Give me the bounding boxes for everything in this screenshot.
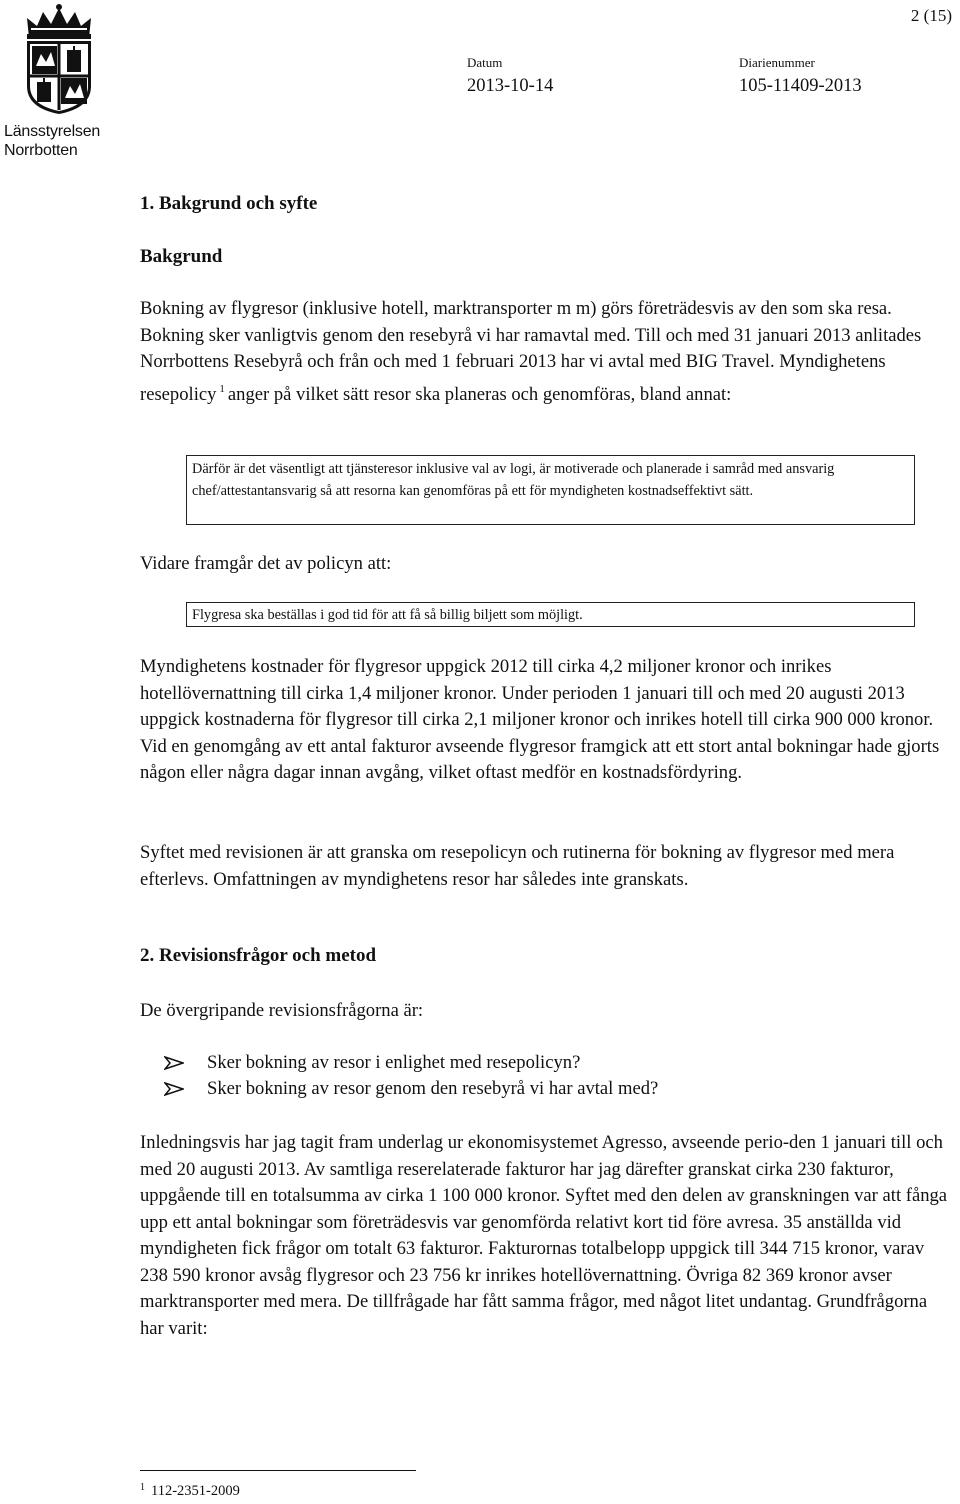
page-number: 2 (15): [910, 6, 952, 25]
policy-quote-box: Därför är det väsentligt att tjänsteresor inklusive val av logi, är motiverade och planerade i samråd med ansvarig chef/attestantansvarig så att resorna kan genomföras på ett för myndigheten kostnadseffektivt sätt.: [186, 455, 915, 525]
audit-questions-intro: [140, 998, 423, 1025]
background-text: Bokning av flygresor (inklusive hotell, marktransporter m m) görs företrädesvis av den som ska resa. Bokning sker vanligtvis genom den resebyrå vi har ramavtal med. Till och med 31 januari 2013 anlitades Norrbottens Resebyrå och från och med 1 februari 2013 har vi avtal med BIG Travel. Myndighetens resepolicy: [140, 298, 922, 405]
date-value: 2013-10-14: [467, 76, 554, 96]
date-label: Datum: [467, 55, 503, 70]
section-1-heading: 1. Bakgrund och syfte: [140, 193, 318, 214]
organization-line-1: Länsstyrelsen: [4, 123, 101, 140]
arrow-bullet-icon: [164, 1056, 184, 1070]
diary-number-label: Diarienummer: [739, 55, 815, 70]
footnote-number: 1: [140, 1482, 145, 1493]
purpose-paragraph: [140, 840, 930, 893]
list-item: [164, 1076, 658, 1102]
purpose-text: Syftet med revisionen är att granska om resepolicyn och rutinerna för bokning av flygresor med mera efterlevs. Omfattningen av myndighetens resor har således inte granskats.: [140, 842, 895, 890]
method-paragraph: [140, 1130, 952, 1342]
footnote-reference: 1: [219, 382, 225, 395]
list-item: [164, 1050, 658, 1076]
diary-number-value: 105-11409-2013: [739, 76, 862, 96]
background-text-continued: anger på vilket sätt resor ska planeras och genomföras, bland annat:: [227, 383, 732, 405]
organization-name: [4, 122, 100, 160]
diary-number-block: [739, 55, 862, 97]
policy-followup-text: Vidare framgår det av policyn att:: [140, 553, 392, 574]
list-item-text: Sker bokning av resor genom den resebyrå vi har avtal med?: [207, 1078, 659, 1099]
coat-of-arms-icon: [21, 4, 97, 116]
costs-paragraph: [140, 654, 952, 787]
arrow-bullet-icon: [164, 1082, 184, 1096]
method-text: Inledningsvis har jag tagit fram underlag ur ekonomisystemet Agresso, avseende perio-den 1 januari till och med 20 augusti 2013. Av samtliga reserelaterade fakturor har jag därefter granskat cirka 230 fakturor, uppgående till en totalsumma av cirka 1 100 000 kronor. Syftet med den delen av granskningen var att fånga upp ett antal bokningar som företrädesvis var genomförda relativt kort tid före avresa. 35 anställda vid myndigheten fick frågor om totalt 63 fakturor. Fakturornas totalbelopp uppgick till 344 715 kronor, varav 238 590 kronor avsåg flygresor och 23 756 kr inrikes hotellövernattning. Övriga 82 369 kronor avser marktransporter med mera. De tillfrågade har fått samma frågor, med något litet undantag. Grundfrågorna har varit:: [140, 1132, 948, 1339]
audit-questions-list: [164, 1050, 658, 1102]
audit-questions-intro-text: De övergripande revisionsfrågorna är:: [140, 1000, 424, 1021]
footnote-text: 112-2351-2009: [151, 1483, 240, 1499]
footnote-separator: [140, 1470, 416, 1471]
section-2-heading: 2. Revisionsfrågor och metod: [140, 945, 377, 966]
lansstyrelsen-logo: [4, 4, 116, 164]
date-block: [467, 55, 553, 97]
costs-text: Myndighetens kostnader för flygresor uppgick 2012 till cirka 4,2 miljoner kronor och inrikes hotellövernattning till cirka 1,4 miljoner kronor. Under perioden 1 januari till och med 20 augusti 2013 uppgick kostnaderna för flygresor till cirka 2,1 miljoner kronor och inrikes hotell till cirka 900 000 kronor. Vid en genomgång av ett antal fakturor avseende flygresor framgick att ett stort antal bokningar hade gjorts någon eller några dagar innan avgång, vilket oftast medför en kostnadsfördyring.: [140, 656, 940, 783]
policy-followup-paragraph: [140, 551, 391, 578]
list-item-text: Sker bokning av resor i enlighet med resepolicyn?: [207, 1052, 581, 1073]
flight-booking-quote-box: Flygresa ska beställas i god tid för att få så billig biljett som möjligt.: [186, 602, 915, 627]
background-paragraph: [140, 296, 952, 408]
organization-line-2: Norrbotten: [4, 142, 78, 159]
background-subheading: Bakgrund: [140, 246, 223, 267]
footnote: [140, 1482, 240, 1500]
